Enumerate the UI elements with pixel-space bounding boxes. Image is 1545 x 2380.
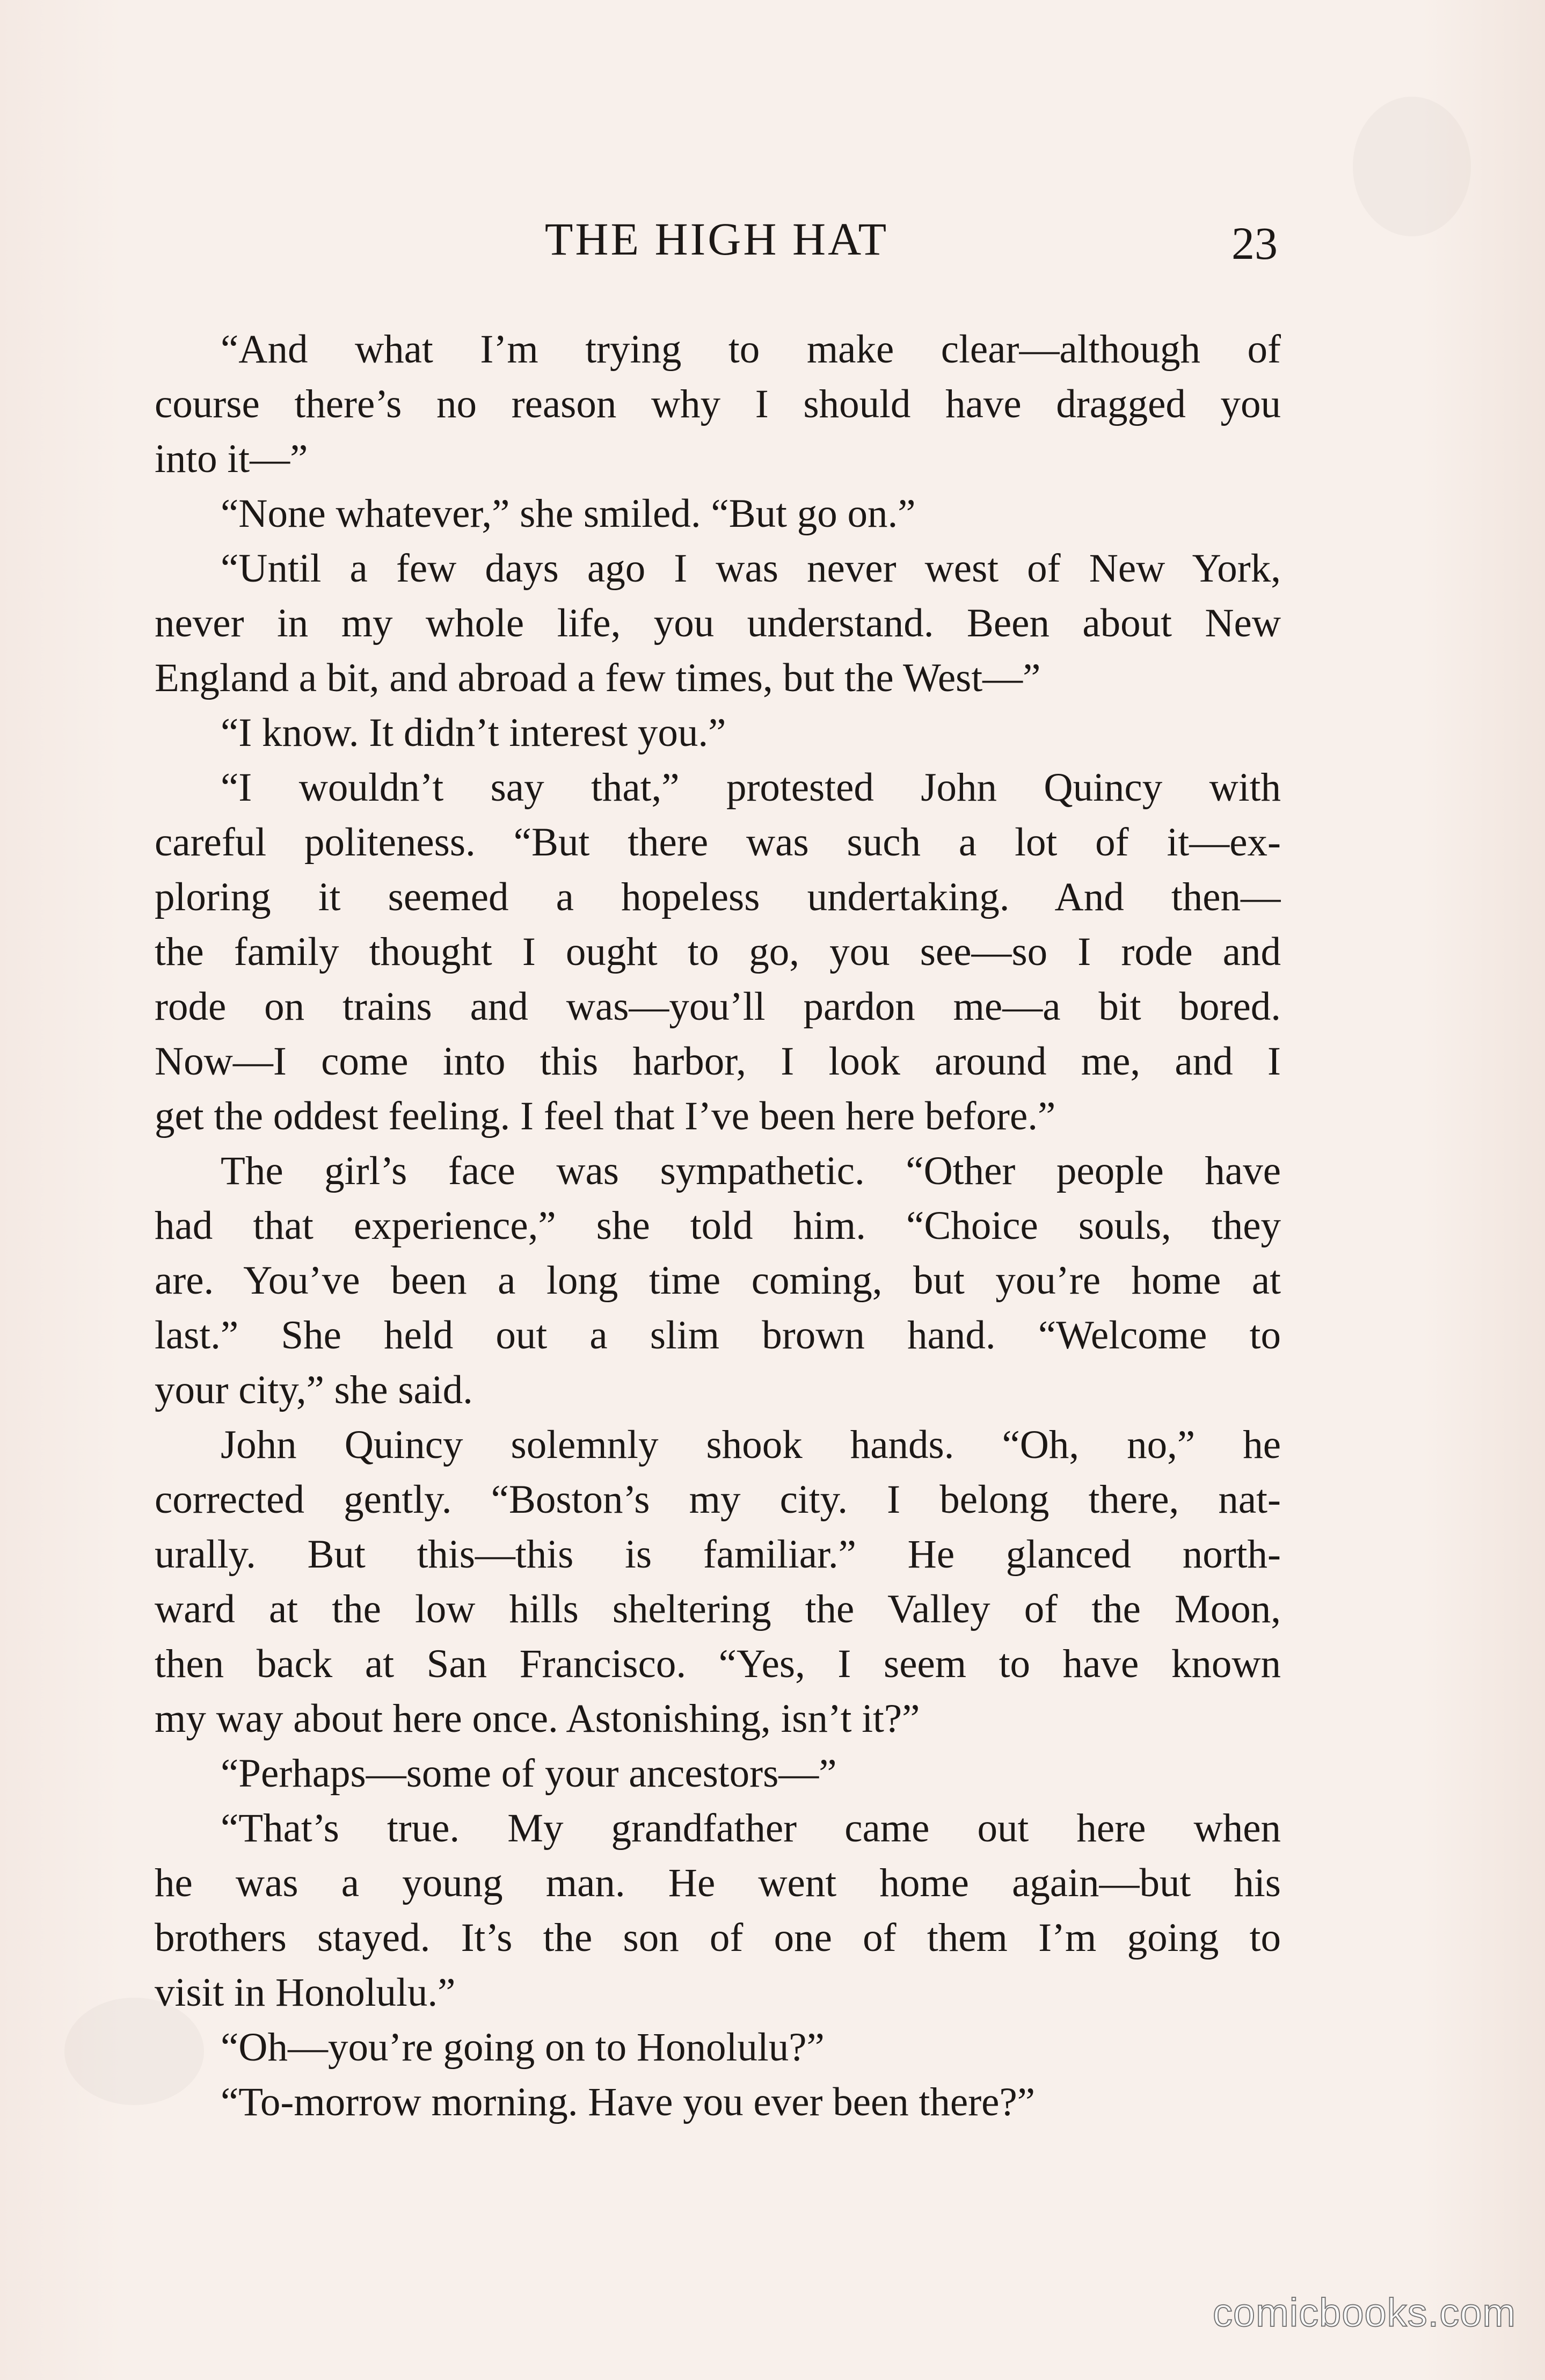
- text-line: careful politeness. “But there was such a lot of it—ex-: [155, 820, 1281, 865]
- paper-stain: [1353, 97, 1471, 236]
- running-head: [156, 212, 1278, 287]
- text-line: England a bit, and abroad a few times, but the West—”: [155, 656, 1041, 700]
- text-line: Now—I come into this harbor, I look around me, and I: [155, 1039, 1281, 1084]
- watermark: comicbooks.com: [1212, 2290, 1516, 2335]
- text-line: “None whatever,” she smiled. “But go on.”: [221, 491, 916, 536]
- text-line: ward at the low hills sheltering the Valley of the Moon,: [155, 1587, 1281, 1631]
- text-line: “That’s true. My grandfather came out here when: [221, 1806, 1281, 1851]
- text-line: into it—”: [155, 437, 308, 481]
- text-line: are. You’ve been a long time coming, but you’re home at: [155, 1258, 1281, 1303]
- text-line: never in my whole life, you understand. Been about New: [155, 601, 1281, 645]
- text-line: my way about here once. Astonishing, isn’t it?”: [155, 1696, 920, 1741]
- text-line: The girl’s face was sympathetic. “Other people have: [221, 1149, 1281, 1193]
- text-line: he was a young man. He went home again—but his: [155, 1861, 1281, 1905]
- text-line: “To-morrow morning. Have you ever been there?”: [221, 2080, 1036, 2124]
- text-line: “Perhaps—some of your ancestors—”: [221, 1751, 837, 1796]
- text-line: corrected gently. “Boston’s my city. I belong there, nat-: [155, 1477, 1281, 1522]
- body-text: [155, 322, 1281, 2130]
- text-line: get the oddest feeling. I feel that I’ve been here before.”: [155, 1094, 1056, 1138]
- text-line: then back at San Francisco. “Yes, I seem to have known: [155, 1642, 1281, 1686]
- text-line: course there’s no reason why I should have dragged you: [155, 382, 1281, 426]
- text-line: “Until a few days ago I was never west of New York,: [221, 546, 1281, 591]
- text-line: “I know. It didn’t interest you.”: [221, 710, 726, 755]
- page-number: 23: [1231, 217, 1278, 269]
- text-line: rode on trains and was—you’ll pardon me—a bit bored.: [155, 984, 1281, 1029]
- text-line: visit in Honolulu.”: [155, 1970, 456, 2015]
- text-line: the family thought I ought to go, you see—so I rode and: [155, 930, 1281, 974]
- text-line: John Quincy solemnly shook hands. “Oh, no,” he: [221, 1423, 1281, 1467]
- text-line: had that experience,” she told him. “Choice souls, they: [155, 1203, 1281, 1248]
- running-title: THE HIGH HAT: [544, 213, 889, 265]
- text-line: your city,” she said.: [155, 1368, 473, 1412]
- text-line: last.” She held out a slim brown hand. “Welcome to: [155, 1313, 1281, 1358]
- text-line: “And what I’m trying to make clear—although of: [221, 327, 1281, 372]
- text-line: ploring it seemed a hopeless undertaking. And then—: [155, 875, 1281, 919]
- text-line: “Oh—you’re going on to Honolulu?”: [221, 2025, 825, 2070]
- text-line: urally. But this—this is familiar.” He glanced north-: [155, 1532, 1281, 1577]
- text-line: brothers stayed. It’s the son of one of them I’m going to: [155, 1915, 1281, 1960]
- text-line: “I wouldn’t say that,” protested John Quincy with: [221, 765, 1281, 810]
